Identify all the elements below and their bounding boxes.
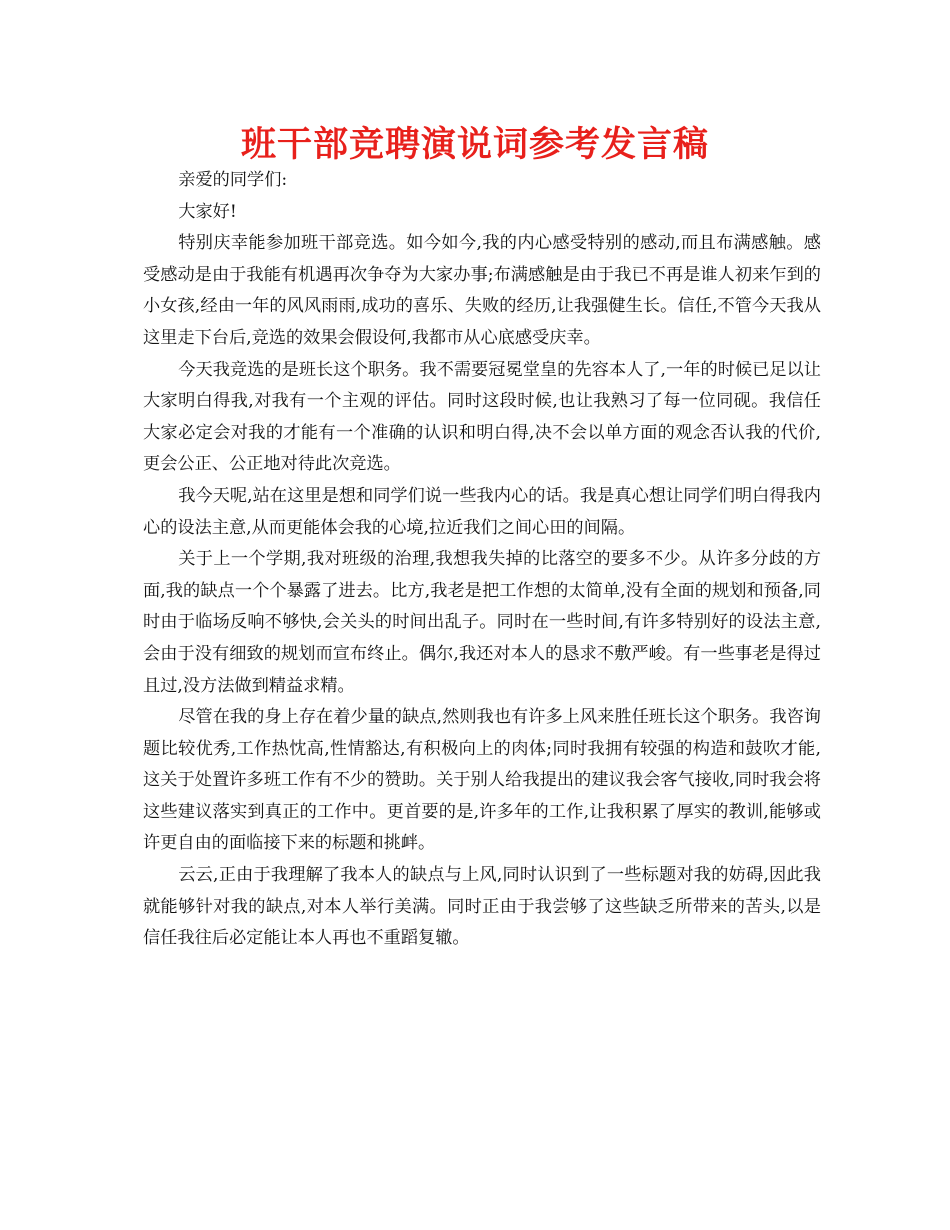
document-body: [143, 165, 821, 955]
paragraph-strengths: 尽管在我的身上存在着少量的缺点,然则我也有许多上风来胜任班长这个职务。我咨询题比较优秀,工作热忱高,性情豁达,有积极向上的肉体;同时我拥有较强的构造和鼓吹才能,这关于处置许多班工作有不少的赞助。关于别人给我提出的建议我会客气接收,同时我会将这些建议落实到真正的工作中。更首要的是,许多年的工作,让我积累了厚实的教训,能够或许更自由的面临接下来的标题和挑衅。: [143, 707, 821, 854]
paragraph-intro: 特别庆幸能参加班干部竞选。如今如今,我的内心感受特别的感动,而且布满感触。感受感动是由于我能有机遇再次争夺为大家办事;布满感触是由于我已不再是谁人初来乍到的小女孩,经由一年的风风雨雨,成功的喜乐、失败的经历,让我强健生长。信任,不管今天我从这里走下台后,竞选的效果会假设何,我都市从心底感受庆幸。: [143, 233, 821, 348]
document-title: 班干部竞聘演说词参考发言稿: [240, 125, 709, 165]
paragraph-heart: 我今天呢,站在这里是想和同学们说一些我内心的话。我是真心想让同学们明白得我内心的设法主意,从而更能体会我的心境,拉近我们之间心田的间隔。: [143, 485, 821, 538]
greeting: 大家好!: [178, 201, 237, 222]
paragraph-position: 今天我竞选的是班长这个职务。我不需要冠冕堂皇的先容本人了,一年的时候已足以让大家明白得我,对我有一个主观的评估。同时这段时候,也让我熟习了每一位同砚。我信任大家必定会对我的才能有一个准确的认识和明白得,决不会以单方面的观念否认我的代价,更会公正、公正地对待此次竞选。: [143, 359, 821, 475]
paragraph-conclusion: 云云,正由于我理解了我本人的缺点与上风,同时认识到了一些标题对我的妨碍,因此我就能够针对我的缺点,对本人举行美满。同时正由于我尝够了这些缺乏所带来的苦头,以是信任我往后必定能让本人再也不重蹈复辙。: [143, 865, 821, 949]
paragraph-shortcomings: 关于上一个学期,我对班级的治理,我想我失掉的比落空的要多不少。从许多分歧的方面,我的缺点一个个暴露了进去。比方,我老是把工作想的太简单,没有全面的规划和预备,同时由于临场反响不够快,会关头的时间出乱子。同时在一些时间,有许多特别好的设法主意,会由于没有细致的规划而宣布终止。偶尔,我还对本人的恳求不敷严峻。有一些事老是得过且过,没方法做到精益求精。: [143, 549, 821, 696]
salutation: 亲爱的同学们:: [178, 170, 288, 190]
